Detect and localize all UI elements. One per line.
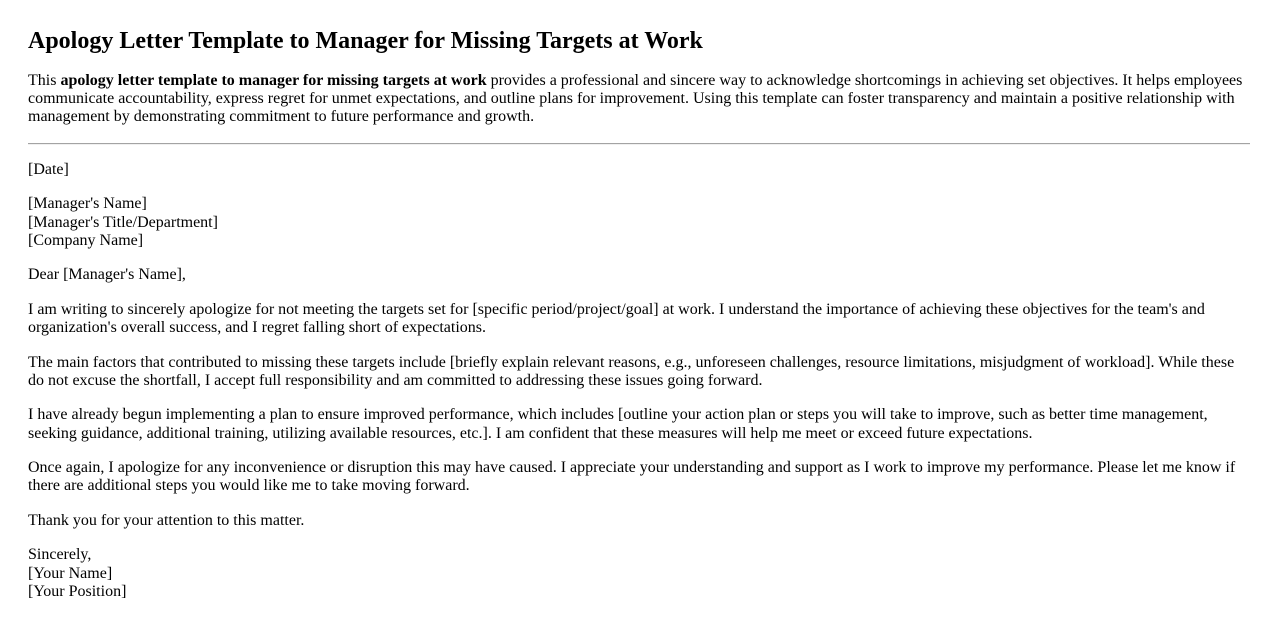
- letter-paragraph-factors: The main factors that contributed to missing these targets include [briefly explain relevant reasons, e.g., unforeseen challenges, resource limitations, misjudgment of workload]. While these do not excuse the shortfall, I accept full responsibility and am committed to addressing these issues going forward.: [28, 353, 1235, 389]
- signature-position: [Your Position]: [28, 583, 127, 601]
- letter-paragraph-thanks: Thank you for your attention to this matter.: [28, 511, 305, 529]
- divider: [28, 143, 1250, 145]
- letter-salutation: Dear [Manager's Name],: [28, 266, 186, 284]
- recipient-name: [Manager's Name]: [28, 195, 147, 213]
- intro-keyword: apology letter template to manager for missing targets at work: [60, 71, 487, 89]
- letter-signature-block: [28, 546, 1250, 601]
- letter-paragraph-plan: I have already begun implementing a plan to ensure improved performance, which includes [outline your action plan or steps you will take to improve, such as better time management, seeking guidance, additional training, utilizing available resources, etc.]. I am confident that these measures will help me meet or exceed future expectations.: [28, 406, 1208, 442]
- intro-rest: provides a professional and sincere way to acknowledge shortcomings in achieving set objectives. It helps employees communicate accountability, express regret for unmet expectations, and outline plans for improvement. Using this template can foster transparency and maintain a positive relationship with management by demonstrating commitment to future performance and growth.: [28, 71, 1243, 126]
- page-title: Apology Letter Template to Manager for Missing Targets at Work: [28, 28, 703, 54]
- letter-paragraph-apology: I am writing to sincerely apologize for not meeting the targets set for [specific period/project/goal] at work. I understand the importance of achieving these objectives for the team's and organization's overall success, and I regret falling short of expectations.: [28, 300, 1205, 337]
- intro-paragraph: [28, 72, 1250, 127]
- recipient-company: [Company Name]: [28, 231, 144, 249]
- signature-name: [Your Name]: [28, 564, 113, 582]
- letter-recipient-block: [28, 195, 1250, 250]
- recipient-title: [Manager's Title/Department]: [28, 213, 218, 231]
- letter-paragraph-appreciation: Once again, I apologize for any inconvenience or disruption this may have caused. I appreciate your understanding and support as I work to improve my performance. Please let me know if there are additional steps you would like me to take moving forward.: [28, 459, 1236, 495]
- letter-date: [Date]: [28, 160, 69, 178]
- letter-closing: Sincerely,: [28, 546, 92, 564]
- document-page: [28, 28, 1250, 601]
- intro-lead: This: [28, 71, 61, 89]
